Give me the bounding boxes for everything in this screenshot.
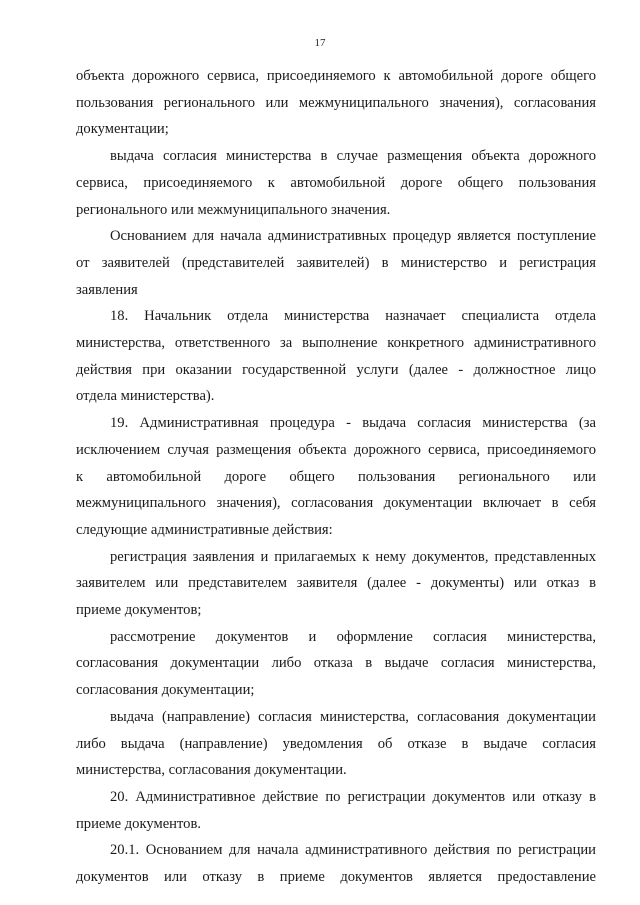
- paragraph: [76, 704, 596, 784]
- text-line: Основанием для начала административных процедур является поступление: [110, 228, 596, 245]
- paragraph: [76, 837, 596, 890]
- text-line: 18. Начальник отдела министерства назначает специалиста отдела: [110, 308, 596, 325]
- text-line: к автомобильной дороге общего пользования регионального или: [76, 468, 596, 485]
- text-line: 20. Административное действие по регистрации документов или отказу в: [110, 788, 596, 805]
- text-line: заявителем или представителем заявителя (далее - документы) или отказ в: [76, 575, 596, 592]
- text-line: объекта дорожного сервиса, присоединяемого к автомобильной дороге общего: [76, 68, 596, 84]
- paragraph: [76, 223, 596, 303]
- text-line: либо выдача (направление) уведомления об отказе в выдаче согласия: [76, 735, 596, 752]
- document-body: [76, 63, 596, 891]
- text-line: министерства, ответственного за выполнение конкретного административного: [76, 335, 596, 352]
- text-line: отдела министерства).: [76, 388, 215, 405]
- text-line: документации;: [76, 121, 169, 138]
- text-line: документов или отказу в приеме документов является предоставление: [76, 869, 596, 886]
- text-line: от заявителей (представителей заявителей) в министерство и регистрация: [76, 254, 596, 271]
- text-line: выдача (направление) согласия министерства, согласования документации: [110, 708, 596, 725]
- paragraph: [76, 410, 596, 544]
- text-line: 20.1. Основанием для начала административного действия по регистрации: [110, 842, 596, 859]
- paragraph: [76, 624, 596, 704]
- text-line: межмуниципального значения), согласования документации включает в себя: [76, 495, 596, 512]
- text-line: рассмотрение документов и оформление согласия министерства,: [110, 628, 596, 645]
- text-line: министерства, согласования документации.: [76, 762, 347, 779]
- text-line: регионального или межмуниципального значения.: [76, 201, 391, 218]
- paragraph: [76, 784, 596, 837]
- paragraph: [76, 143, 596, 223]
- text-line: регистрация заявления и прилагаемых к нему документов, представленных: [110, 548, 596, 565]
- text-line: следующие административные действия:: [76, 521, 333, 538]
- text-line: приеме документов;: [76, 602, 202, 619]
- text-line: приеме документов.: [76, 815, 202, 832]
- paragraph: [76, 63, 596, 143]
- text-line: сервиса, присоединяемого к автомобильной дороге общего пользования: [76, 174, 596, 191]
- paragraph: [76, 544, 596, 624]
- text-line: согласования документации;: [76, 682, 255, 699]
- text-line: заявления: [76, 281, 138, 298]
- text-line: пользования регионального или межмуниципального значения), согласования: [76, 94, 596, 111]
- text-line: выдача согласия министерства в случае размещения объекта дорожного: [110, 148, 596, 165]
- text-line: действия при оказании государственной услуги (далее - должностное лицо: [76, 361, 596, 378]
- paragraph: [76, 303, 596, 410]
- text-line: исключением случая размещения объекта дорожного сервиса, присоединяемого: [76, 441, 596, 458]
- page-number: 17: [314, 37, 326, 49]
- text-line: согласования документации либо отказа в выдаче согласия министерства,: [76, 655, 596, 672]
- text-line: 19. Административная процедура - выдача согласия министерства (за: [110, 415, 596, 432]
